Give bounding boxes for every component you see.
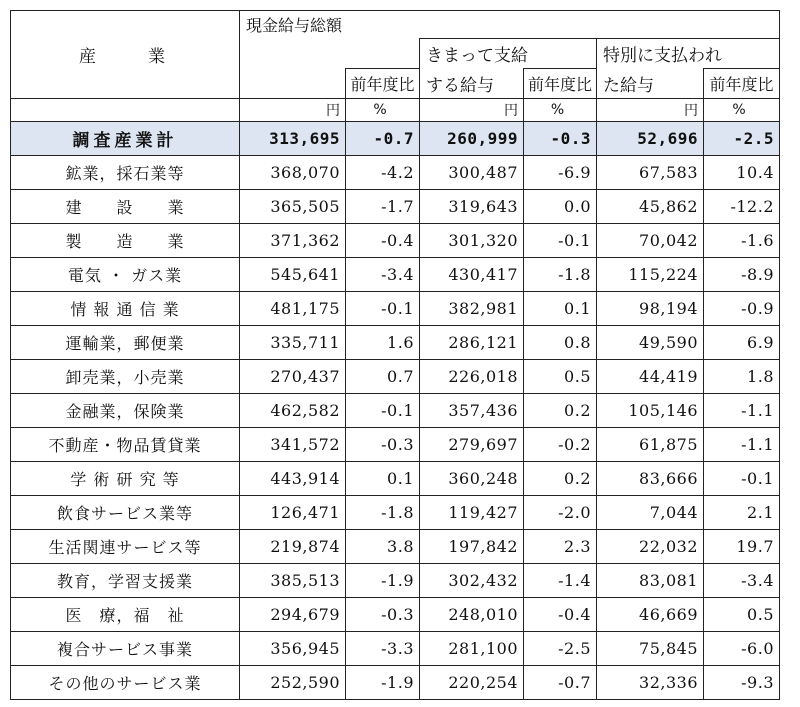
cash-total-value: 126,471 (240, 496, 346, 530)
cash-value-header (240, 69, 346, 99)
special-pay-value: 44,419 (597, 360, 704, 394)
table-row (11, 326, 780, 360)
cash-total-value: 252,590 (240, 666, 346, 700)
cash-yoy-header: 前年度比 (346, 69, 420, 99)
special-pay-yoy: 0.5 (704, 598, 780, 632)
special-pay-yoy: -1.1 (704, 394, 780, 428)
special-pay-value: 49,590 (597, 326, 704, 360)
special-unit: 円 (597, 99, 704, 122)
cash-unit: 円 (240, 99, 346, 122)
table-row (11, 190, 780, 224)
regular-pay-header-line2: する給与 (420, 69, 524, 99)
industry-name: 卸売業，小売業 (11, 360, 240, 394)
industry-name: 複合サービス事業 (11, 632, 240, 666)
table-row (11, 530, 780, 564)
special-pay-yoy: -0.9 (704, 292, 780, 326)
cash-total-yoy: -1.8 (346, 496, 420, 530)
special-pay-value: 67,583 (597, 156, 704, 190)
cash-total-yoy: 3.8 (346, 530, 420, 564)
special-pay-header-line2: た給与 (597, 69, 704, 99)
regular-pay-value: 248,010 (420, 598, 524, 632)
special-pay-value: 75,845 (597, 632, 704, 666)
special-pay-yoy: 6.9 (704, 326, 780, 360)
regular-pay-value: 279,697 (420, 428, 524, 462)
industry-header (11, 11, 240, 99)
wage-table-container (10, 10, 780, 700)
cash-total-yoy: -1.7 (346, 190, 420, 224)
special-pay-yoy: 10.4 (704, 156, 780, 190)
cash-total-yoy: -1.9 (346, 564, 420, 598)
regular-pay-yoy: -1.4 (524, 564, 597, 598)
regular-pay-yoy: -2.0 (524, 496, 597, 530)
regular-pay-header-line1: きまって支給 (420, 39, 597, 69)
industry-name: 教育，学習支援業 (11, 564, 240, 598)
regular-pay-value: 302,432 (420, 564, 524, 598)
cash-total-yoy: -4.2 (346, 156, 420, 190)
table-row (11, 292, 780, 326)
special-pay-value: 32,336 (597, 666, 704, 700)
industry-header-label: 産 業 (79, 47, 171, 67)
special-yoy-header: 前年度比 (704, 69, 780, 99)
special-pay-yoy: -0.1 (704, 462, 780, 496)
cash-total-yoy: -0.3 (346, 428, 420, 462)
regular-pay-yoy: 0.2 (524, 394, 597, 428)
table-row (11, 564, 780, 598)
special-pay-value: 61,875 (597, 428, 704, 462)
cash-total-yoy: -0.1 (346, 394, 420, 428)
cash-total-value: 294,679 (240, 598, 346, 632)
table-row (11, 258, 780, 292)
regular-pay-value: 382,981 (420, 292, 524, 326)
special-pay-value: 45,862 (597, 190, 704, 224)
special-pay-value: 115,224 (597, 258, 704, 292)
regular-pay-yoy: 0.2 (524, 462, 597, 496)
industry-name: 運輸業，郵便業 (11, 326, 240, 360)
cash-total-value: 368,070 (240, 156, 346, 190)
unit-row-label (11, 99, 240, 122)
regular-pay-value: 281,100 (420, 632, 524, 666)
regular-pay-value: 301,320 (420, 224, 524, 258)
regular-pay-value: 430,417 (420, 258, 524, 292)
special-pay-yoy: 2.1 (704, 496, 780, 530)
special-pay-yoy: 19.7 (704, 530, 780, 564)
regular-pay-value: 220,254 (420, 666, 524, 700)
special-pay-yoy: 1.8 (704, 360, 780, 394)
special-pay-yoy: -6.0 (704, 632, 780, 666)
regular-pay-value: 357,436 (420, 394, 524, 428)
industry-name: その他のサービス業 (11, 666, 240, 700)
cash-total-value: 313,695 (240, 122, 346, 156)
special-pay-yoy: -1.1 (704, 428, 780, 462)
industry-name: 金融業，保険業 (11, 394, 240, 428)
table-row (11, 360, 780, 394)
special-pay-yoy: -9.3 (704, 666, 780, 700)
special-pay-yoy: -3.4 (704, 564, 780, 598)
table-row (11, 462, 780, 496)
cash-total-yoy: -3.4 (346, 258, 420, 292)
special-pay-value: 83,666 (597, 462, 704, 496)
regular-pay-yoy: -0.3 (524, 122, 597, 156)
regular-pay-yoy: -2.5 (524, 632, 597, 666)
special-pay-yoy: -1.6 (704, 224, 780, 258)
special-pay-value: 83,081 (597, 564, 704, 598)
regular-yoy-header: 前年度比 (524, 69, 597, 99)
cash-total-yoy: -3.3 (346, 632, 420, 666)
cash-total-header: 現金給与総額 (240, 11, 780, 39)
cash-yoy-unit: % (346, 99, 420, 122)
cash-total-yoy: -0.4 (346, 224, 420, 258)
cash-total-value: 270,437 (240, 360, 346, 394)
cash-total-value: 371,362 (240, 224, 346, 258)
cash-total-yoy: -0.1 (346, 292, 420, 326)
regular-pay-value: 226,018 (420, 360, 524, 394)
regular-pay-yoy: 0.1 (524, 292, 597, 326)
cash-total-value: 341,572 (240, 428, 346, 462)
special-pay-value: 22,032 (597, 530, 704, 564)
regular-pay-value: 119,427 (420, 496, 524, 530)
cash-total-value: 219,874 (240, 530, 346, 564)
regular-pay-yoy: -0.1 (524, 224, 597, 258)
special-pay-header-line1: 特別に支払われ (597, 39, 780, 69)
table-row (11, 632, 780, 666)
special-pay-value: 98,194 (597, 292, 704, 326)
regular-pay-value: 260,999 (420, 122, 524, 156)
regular-pay-yoy: -0.7 (524, 666, 597, 700)
regular-pay-yoy: -1.8 (524, 258, 597, 292)
cash-total-value: 462,582 (240, 394, 346, 428)
regular-yoy-unit: % (524, 99, 597, 122)
special-pay-yoy: -12.2 (704, 190, 780, 224)
cash-total-value: 365,505 (240, 190, 346, 224)
cash-total-value: 385,513 (240, 564, 346, 598)
cash-total-header-spacer (240, 39, 420, 69)
cash-total-yoy: 0.1 (346, 462, 420, 496)
table-row (11, 156, 780, 190)
table-row (11, 428, 780, 462)
table-row (11, 666, 780, 700)
industry-name: 医 療，福 祉 (11, 598, 240, 632)
table-row (11, 224, 780, 258)
cash-total-value: 545,641 (240, 258, 346, 292)
regular-pay-value: 197,842 (420, 530, 524, 564)
special-pay-value: 7,044 (597, 496, 704, 530)
regular-unit: 円 (420, 99, 524, 122)
special-yoy-unit: % (704, 99, 780, 122)
regular-pay-yoy: 0.5 (524, 360, 597, 394)
cash-total-yoy: -0.3 (346, 598, 420, 632)
total-row (11, 122, 780, 156)
wage-table (10, 10, 780, 700)
table-row (11, 394, 780, 428)
cash-total-yoy: -0.7 (346, 122, 420, 156)
industry-name: 電気 ・ ガス業 (11, 258, 240, 292)
industry-name: 鉱業，採石業等 (11, 156, 240, 190)
table-row (11, 598, 780, 632)
industry-name: 生活関連サービス等 (11, 530, 240, 564)
cash-total-value: 481,175 (240, 292, 346, 326)
regular-pay-yoy: 0.8 (524, 326, 597, 360)
cash-total-yoy: 1.6 (346, 326, 420, 360)
table-row (11, 496, 780, 530)
cash-total-value: 335,711 (240, 326, 346, 360)
regular-pay-yoy: -6.9 (524, 156, 597, 190)
cash-total-yoy: -1.9 (346, 666, 420, 700)
cash-total-value: 443,914 (240, 462, 346, 496)
regular-pay-value: 300,487 (420, 156, 524, 190)
regular-pay-yoy: -0.2 (524, 428, 597, 462)
regular-pay-value: 319,643 (420, 190, 524, 224)
special-pay-yoy: -2.5 (704, 122, 780, 156)
industry-name: 不動産・物品賃貸業 (11, 428, 240, 462)
regular-pay-yoy: 2.3 (524, 530, 597, 564)
regular-pay-value: 360,248 (420, 462, 524, 496)
special-pay-value: 70,042 (597, 224, 704, 258)
regular-pay-yoy: 0.0 (524, 190, 597, 224)
special-pay-value: 46,669 (597, 598, 704, 632)
special-pay-yoy: -8.9 (704, 258, 780, 292)
industry-name: 調査産業計 (11, 122, 240, 156)
industry-name: 情 報 通 信 業 (11, 292, 240, 326)
regular-pay-value: 286,121 (420, 326, 524, 360)
industry-name: 建 設 業 (11, 190, 240, 224)
industry-name: 学 術 研 究 等 (11, 462, 240, 496)
special-pay-value: 52,696 (597, 122, 704, 156)
industry-name: 製 造 業 (11, 224, 240, 258)
regular-pay-yoy: -0.4 (524, 598, 597, 632)
industry-name: 飲食サービス業等 (11, 496, 240, 530)
cash-total-value: 356,945 (240, 632, 346, 666)
cash-total-yoy: 0.7 (346, 360, 420, 394)
special-pay-value: 105,146 (597, 394, 704, 428)
